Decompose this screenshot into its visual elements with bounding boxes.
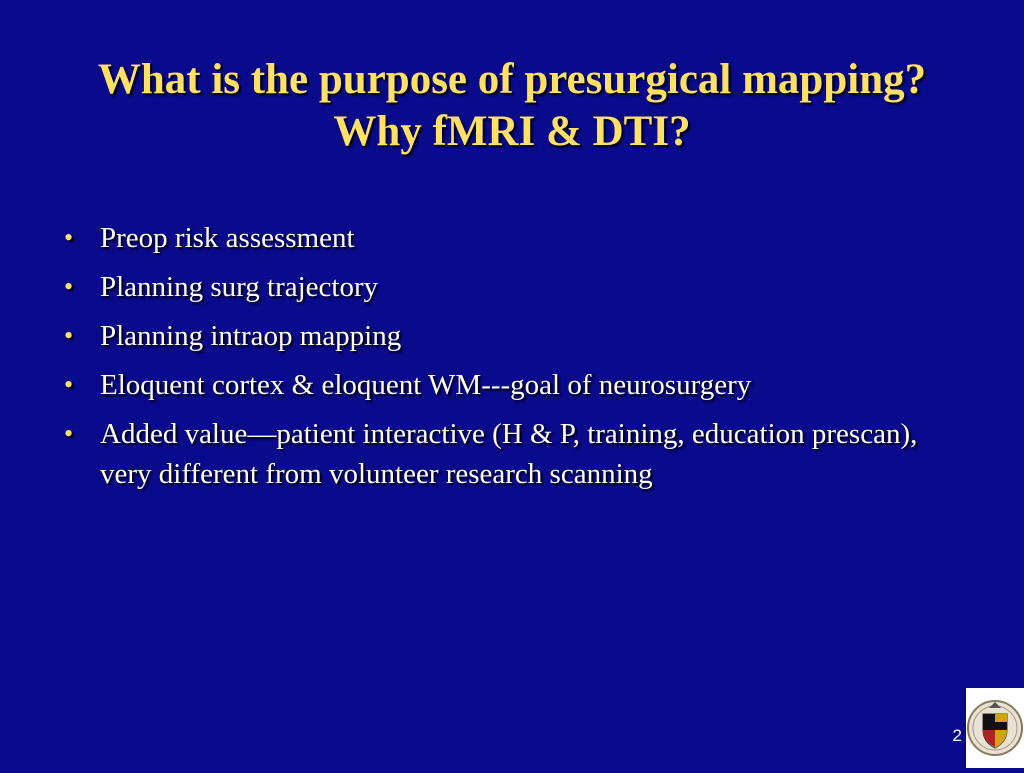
bullet-item bbox=[64, 218, 964, 258]
bullet-list bbox=[64, 218, 964, 503]
bullet-icon: • bbox=[64, 223, 74, 252]
bullet-icon: • bbox=[64, 419, 74, 448]
bullet-item bbox=[64, 365, 964, 405]
university-seal-icon bbox=[966, 688, 1024, 768]
bullet-icon: • bbox=[64, 370, 74, 399]
bullet-icon: • bbox=[64, 272, 74, 301]
bullet-text: Planning surg trajectory bbox=[100, 271, 379, 303]
bullet-item bbox=[64, 414, 964, 494]
bullet-icon: • bbox=[64, 321, 74, 350]
bullet-item bbox=[64, 267, 964, 307]
bullet-text: Added value—patient interactive (H & P, training, education prescan), very different from volunteer research scanning bbox=[100, 418, 918, 490]
slide-title: What is the purpose of presurgical mapping? Why fMRI & DTI? bbox=[97, 56, 927, 155]
bullet-text: Planning intraop mapping bbox=[100, 320, 402, 352]
bullet-text: Preop risk assessment bbox=[100, 222, 355, 254]
bullet-text: Eloquent cortex & eloquent WM---goal of neurosurgery bbox=[100, 369, 752, 401]
page-number: 2 bbox=[952, 726, 962, 745]
bullet-item bbox=[64, 316, 964, 356]
